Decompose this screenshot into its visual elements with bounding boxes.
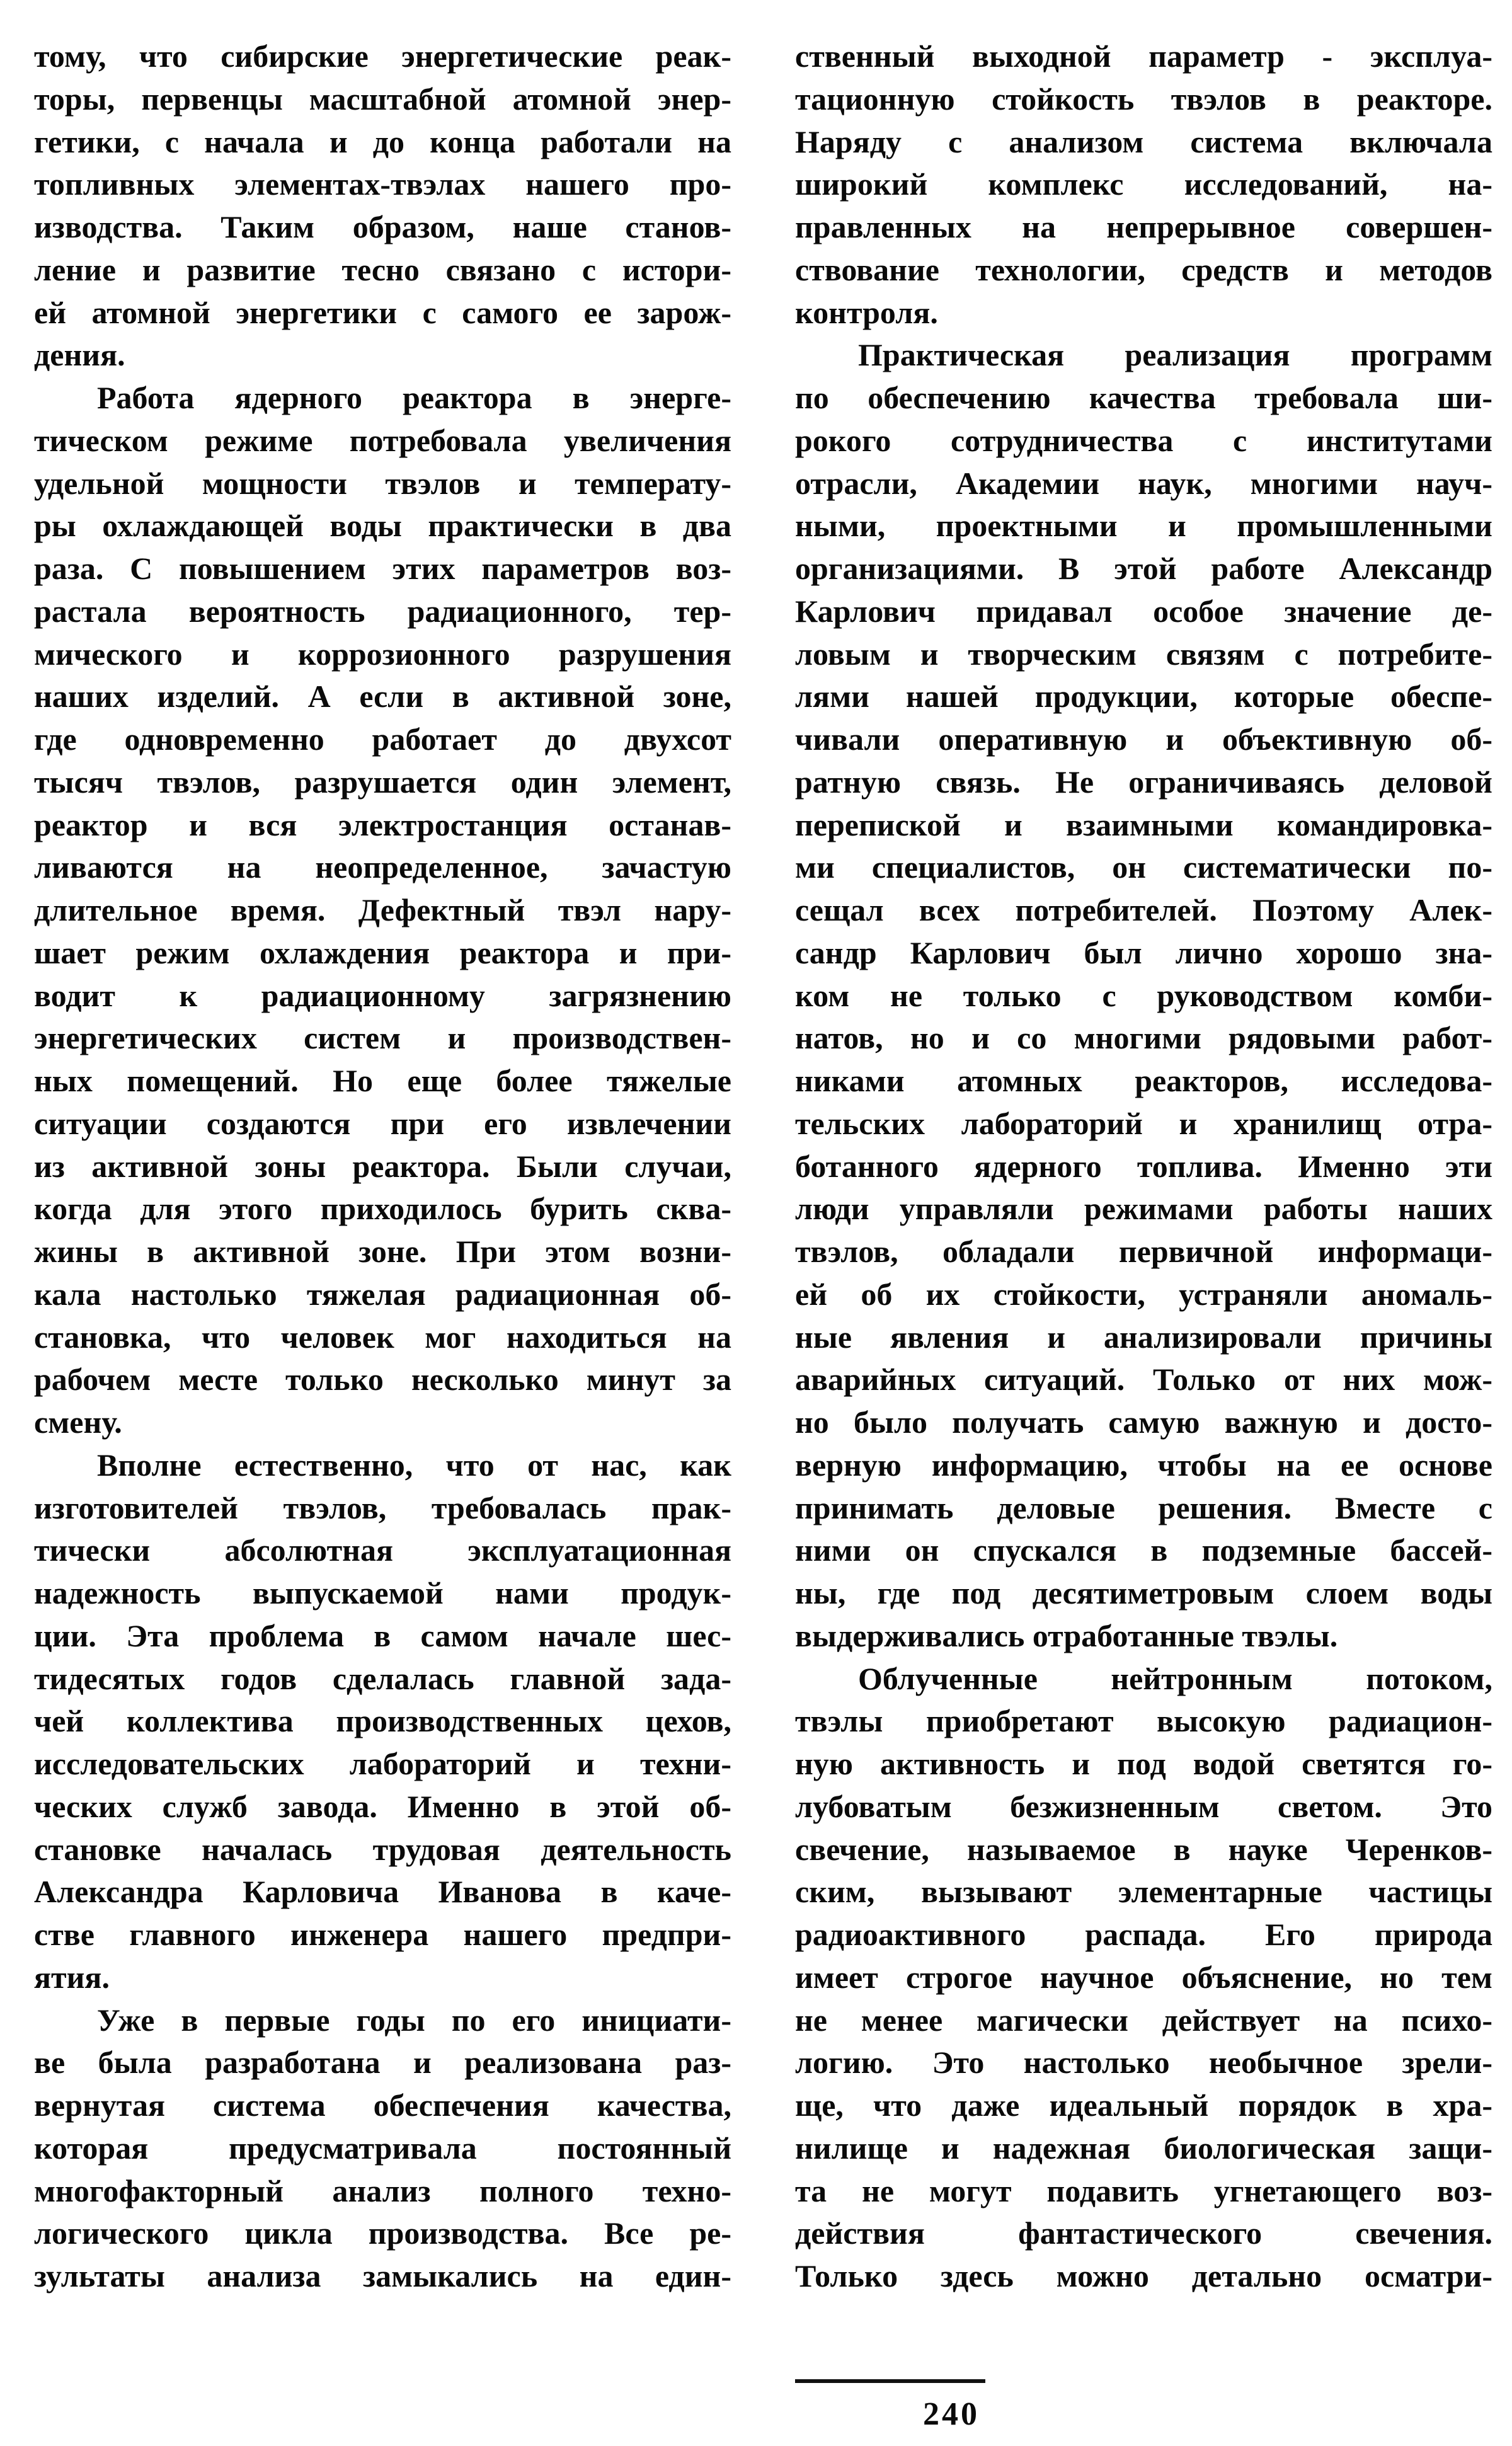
text-line: сещал всех потребителей. Поэтому Алек- [795,892,1492,927]
text-line: удельной мощности твэлов и температу- [34,465,731,501]
text-line: аварийных ситуаций. Только от них мож- [795,1362,1492,1398]
text-line: натов, но и со многими рядовыми работ- [795,1020,1492,1056]
text-line: ве была разработана и реализована раз- [34,2045,731,2081]
text-line: исследовательских лабораторий и техни- [34,1746,731,1781]
text-line: действия фантастического свечения. [795,2215,1492,2251]
text-line: рабочем месте только несколько минут за [34,1362,731,1398]
text-line: шает режим охлаждения реактора и при- [34,934,731,970]
text-line: верную информацию, чтобы на ее основе [795,1447,1492,1483]
text-line: тельских лабораторий и хранилищ отра- [795,1105,1492,1141]
text-line: перепиской и взаимными командировка- [795,807,1492,842]
text-line: ей атомной энергетики с самого ее зарож- [34,294,731,330]
text-line: правленных на непрерывное совершен- [795,209,1492,244]
text-line: тическом режиме потребовала увеличения [34,422,731,458]
text-line: твэлы приобретают высокую радиацион- [795,1703,1492,1739]
text-line: тационную стойкость твэлов в реакторе. [795,81,1492,117]
text-line: ственный выходной параметр - эксплуа- [795,38,1492,74]
text-line: рокого сотрудничества с институтами [795,422,1492,458]
text-line: ским, вызывают элементарные частицы [795,1874,1492,1910]
text-line: изводства. Таким образом, наше станов- [34,209,731,244]
text-line: Наряду с анализом система включала [795,123,1492,159]
text-line: контроля. [795,294,938,330]
text-line: сандр Карлович был лично хорошо зна- [795,934,1492,970]
text-line: стве главного инженера нашего предпри- [34,1917,731,1952]
text-line: гетики, с начала и до конца работали на [34,123,731,159]
text-line: жины в активной зоне. При этом возни- [34,1234,731,1269]
text-line: торы, первенцы масштабной атомной энер- [34,81,731,117]
text-line: отрасли, Академии наук, многими науч- [795,465,1492,501]
text-line: из активной зоны реактора. Были случаи, [34,1148,731,1184]
text-line: выдерживались отработанные твэлы. [795,1617,1338,1653]
text-line: ствование технологии, средств и методов [795,251,1492,287]
text-line: ними он спускался в подземные бассей- [795,1532,1492,1568]
text-line: Работа ядерного реактора в энерге- [97,380,731,415]
text-line: не менее магически действует на психо- [795,2002,1492,2038]
text-line: энергетических систем и производствен- [34,1020,731,1056]
text-line: Облученные нейтронным потоком, [858,1660,1492,1696]
text-line: ще, что даже идеальный порядок в хра- [795,2087,1492,2123]
text-line: по обеспечению качества требовала ши- [795,380,1492,415]
text-line: ры охлаждающей воды практически в два [34,508,731,544]
text-line: ловым и творческим связям с потребите- [795,636,1492,672]
text-line: лями нашей продукции, которые обеспе- [795,679,1492,715]
text-line: лубоватым безжизненным светом. Это [795,1788,1492,1824]
text-line: изготовителей твэлов, требовалась прак- [34,1490,731,1525]
left-text-column [34,35,731,2298]
text-line: ную активность и под водой светятся го- [795,1746,1492,1781]
text-line: тысяч твэлов, разрушается один элемент, [34,764,731,800]
text-line: длительное время. Дефектный твэл нару- [34,892,731,927]
text-line: вернутая система обеспечения качества, [34,2087,731,2123]
text-line: мического и коррозионного разрушения [34,636,731,672]
text-line: логию. Это настолько необычное зрели- [795,2045,1492,2081]
text-line: чей коллектива производственных цехов, [34,1703,731,1739]
text-line: ятия. [34,1959,110,1995]
text-line: ситуации создаются при его извлечении [34,1105,731,1141]
text-line: имеет строгое научное объяснение, но тем [795,1959,1492,1995]
text-line: принимать деловые решения. Вместе с [795,1490,1492,1525]
text-line: чивали оперативную и объективную об- [795,721,1492,757]
text-line: Практическая реализация программ [858,337,1492,373]
text-line: тидесятых годов сделалась главной зада- [34,1660,731,1696]
text-line: ных помещений. Но еще более тяжелые [34,1063,731,1098]
text-line: широкий комплекс исследований, на- [795,166,1492,202]
text-line: топливных элементах-твэлах нашего про- [34,166,731,202]
text-line: твэлов, обладали первичной информаци- [795,1234,1492,1269]
text-line: ей об их стойкости, устраняли аномаль- [795,1276,1492,1312]
text-line: растала вероятность радиационного, тер- [34,593,731,629]
text-line: тому, что сибирские энергетические реак- [34,38,731,74]
text-line: многофакторный анализ полного техно- [34,2173,731,2208]
text-line: Только здесь можно детально осматри- [795,2258,1492,2294]
text-line: нилище и надежная биологическая защи- [795,2130,1492,2166]
page-number: 240 [923,2396,980,2432]
text-line: никами атомных реакторов, исследова- [795,1063,1492,1098]
text-line: ление и развитие тесно связано с истори- [34,251,731,287]
text-line: когда для этого приходилось бурить сква- [34,1191,731,1227]
text-line: дения. [34,337,125,373]
text-line: становка, что человек мог находиться на [34,1319,731,1355]
text-line: надежность выпускаемой нами продук- [34,1575,731,1611]
text-line: ми специалистов, он систематически по- [795,849,1492,885]
text-line: ческих служб завода. Именно в этой об- [34,1788,731,1824]
text-line: тически абсолютная эксплуатационная [34,1532,731,1568]
text-line: ные явления и анализировали причины [795,1319,1492,1355]
right-text-column [795,35,1492,2298]
text-line: ны, где под десятиметровым слоем воды [795,1575,1492,1611]
text-line: но было получать самую важную и досто- [795,1404,1492,1440]
text-line: смену. [34,1404,122,1440]
text-line: которая предусматривала постоянный [34,2130,731,2166]
text-line: ными, проектными и промышленными [795,508,1492,544]
page-number-rule [795,2379,985,2383]
text-line: организациями. В этой работе Александр [795,551,1492,586]
text-line: становке началась трудовая деятельность [34,1831,731,1867]
text-line: водит к радиационному загрязнению [34,977,731,1013]
text-line: ции. Эта проблема в самом начале шес- [34,1617,731,1653]
text-line: где одновременно работает до двухсот [34,721,731,757]
text-line: Уже в первые годы по его инициати- [97,2002,731,2038]
text-line: Вполне естественно, что от нас, как [97,1447,731,1483]
text-line: ком не только с руководством комби- [795,977,1492,1013]
text-line: логического цикла производства. Все ре- [34,2215,731,2251]
text-line: Александра Карловича Иванова в каче- [34,1874,731,1910]
text-line: зультаты анализа замыкались на един- [34,2258,731,2294]
text-line: кала настолько тяжелая радиационная об- [34,1276,731,1312]
text-line: раза. С повышением этих параметров воз- [34,551,731,586]
text-line: люди управляли режимами работы наших [795,1191,1492,1227]
text-line: свечение, называемое в науке Черенков- [795,1831,1492,1867]
text-line: ботанного ядерного топлива. Именно эти [795,1148,1492,1184]
text-line: наших изделий. А если в активной зоне, [34,679,731,715]
text-line: реактор и вся электростанция останав- [34,807,731,842]
text-line: ратную связь. Не ограничиваясь деловой [795,764,1492,800]
text-line: ливаются на неопределенное, зачастую [34,849,731,885]
text-line: та не могут подавить угнетающего воз- [795,2173,1492,2208]
text-line: радиоактивного распада. Его природа [795,1917,1492,1952]
text-line: Карлович придавал особое значение де- [795,593,1492,629]
